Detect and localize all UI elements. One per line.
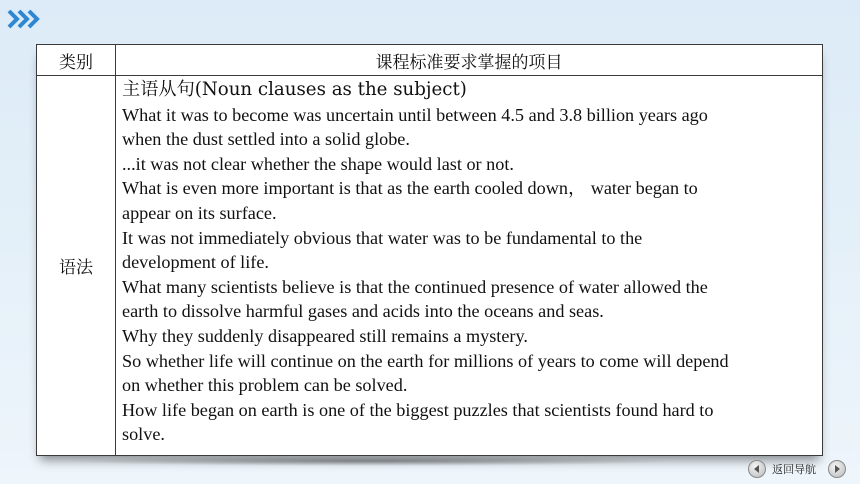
header-items: 课程标准要求掌握的项目 bbox=[116, 45, 823, 76]
list-item: So whether life will continue on the earth for millions of years to come will depend bbox=[122, 350, 729, 371]
list-item: appear on its surface. bbox=[122, 202, 277, 223]
back-nav-button[interactable] bbox=[748, 459, 766, 479]
list-item: What it was to become was uncertain until between 4.5 and 3.8 billion years ago bbox=[122, 104, 708, 125]
list-item: It was not immediately obvious that water was to be fundamental to the bbox=[122, 227, 643, 248]
arrow-left-icon[interactable] bbox=[748, 460, 766, 478]
list-item: on whether this problem can be solved. bbox=[122, 375, 408, 396]
list-item: solve. bbox=[122, 424, 165, 445]
list-item: What is even more important is that as the earth cooled down， water began to bbox=[122, 178, 698, 199]
list-item: How life began on earth is one of the biggest puzzles that scientists found hard to bbox=[122, 399, 714, 420]
header-category: 类别 bbox=[37, 45, 116, 76]
list-item: 主语从句(Noun clauses as the subject) bbox=[122, 79, 467, 100]
items-cell bbox=[116, 76, 823, 456]
forward-nav-button[interactable] bbox=[828, 459, 846, 479]
table-row bbox=[37, 76, 823, 456]
list-item: What many scientists believe is that the continued presence of water allowed the bbox=[122, 276, 708, 297]
arrow-right-icon[interactable] bbox=[828, 460, 846, 478]
list-item: development of life. bbox=[122, 252, 269, 273]
grammar-table bbox=[36, 44, 823, 456]
back-nav-label[interactable]: 返回导航 bbox=[772, 463, 816, 476]
category-cell: 语法 bbox=[37, 76, 116, 456]
list-item: when the dust settled into a solid globe. bbox=[122, 129, 410, 150]
double-chevron-right-icon bbox=[6, 8, 46, 30]
footer-shadow bbox=[60, 456, 680, 466]
grammar-table-card bbox=[36, 44, 823, 456]
list-item: ...it was not clear whether the shape would last or not. bbox=[122, 153, 514, 174]
table-header-row bbox=[37, 45, 823, 76]
list-item: earth to dissolve harmful gases and acids into the oceans and seas. bbox=[122, 301, 604, 322]
list-item: Why they suddenly disappeared still remains a mystery. bbox=[122, 325, 528, 346]
